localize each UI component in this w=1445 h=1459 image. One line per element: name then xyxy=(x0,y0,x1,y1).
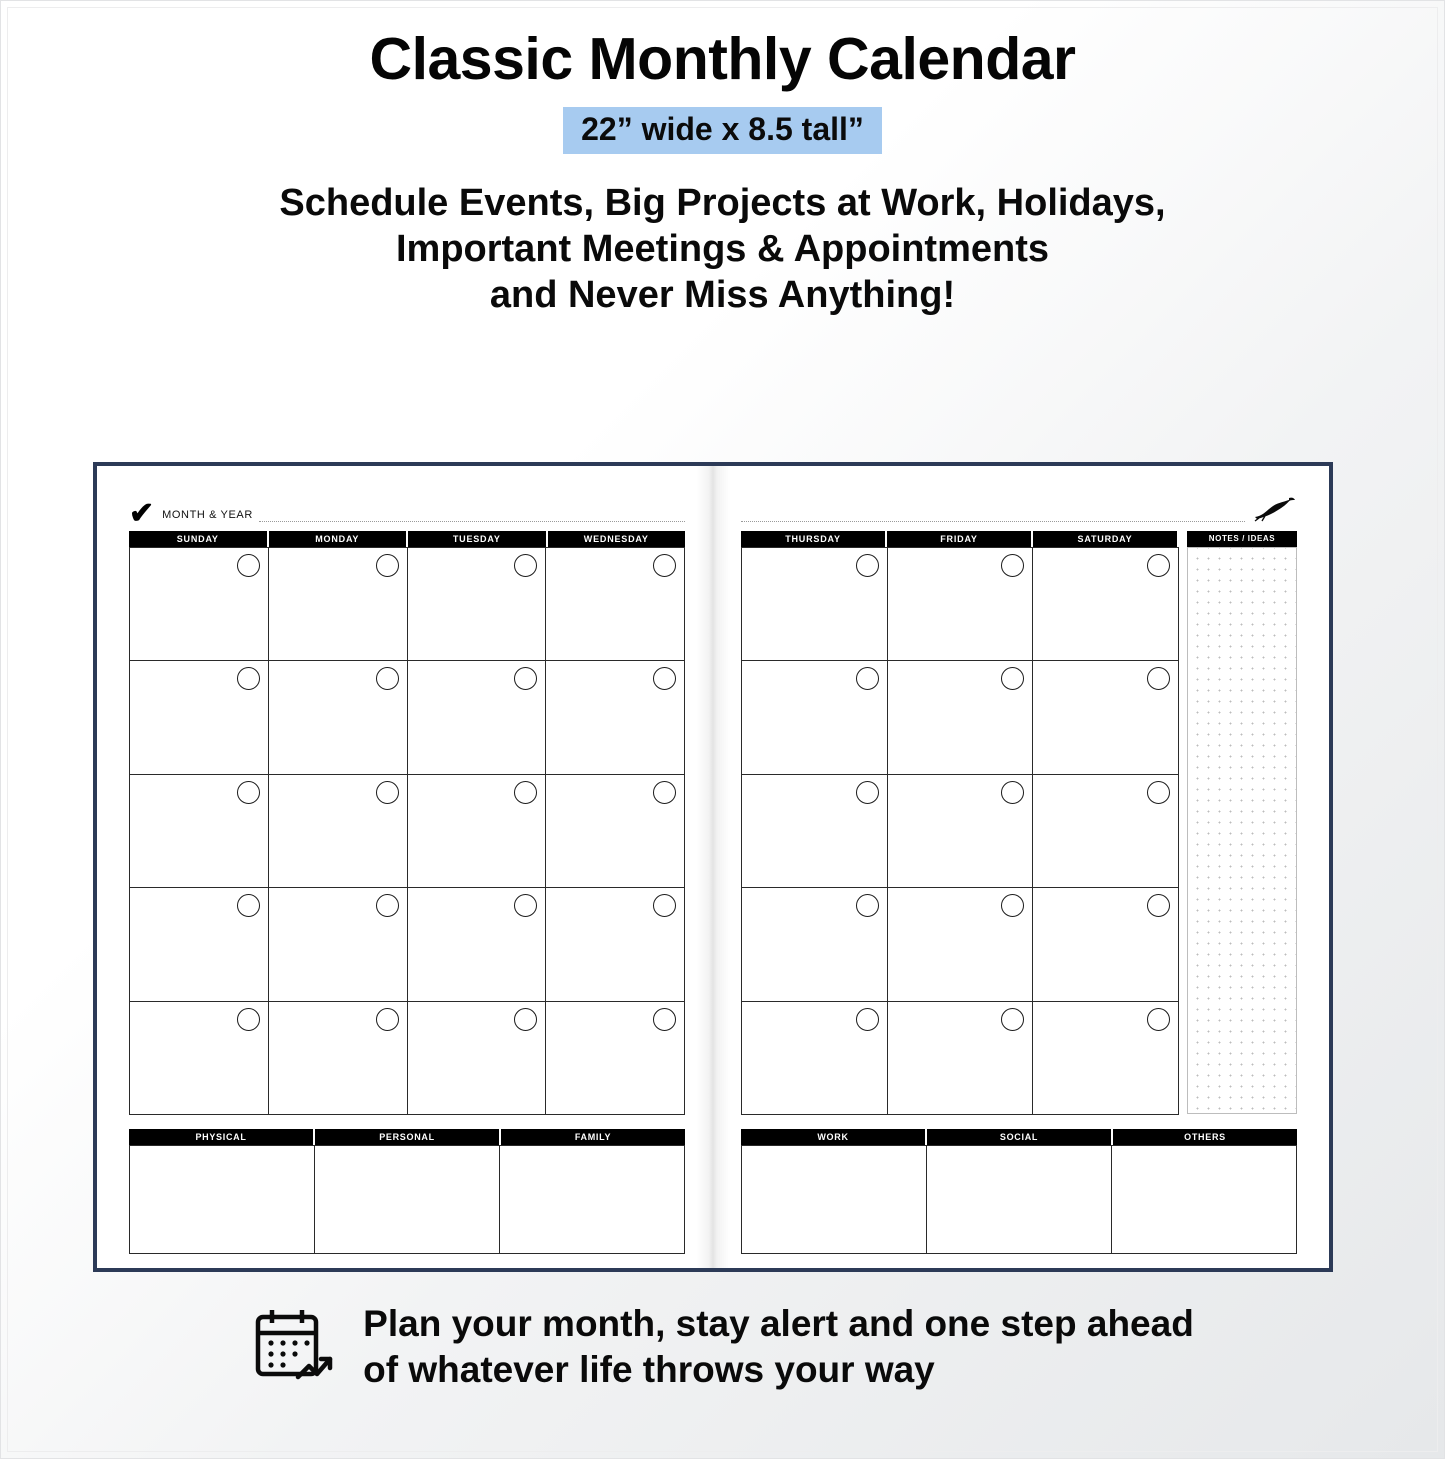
day-cell[interactable] xyxy=(1033,1002,1179,1115)
category-header-work: WORK xyxy=(741,1129,925,1145)
day-cell[interactable] xyxy=(546,1002,685,1115)
category-field-social[interactable] xyxy=(927,1146,1112,1254)
leaping-animal-logo-icon xyxy=(1253,496,1297,522)
category-field-family[interactable] xyxy=(500,1146,685,1254)
date-circle-icon[interactable] xyxy=(237,1008,260,1031)
day-cell[interactable] xyxy=(742,548,888,661)
day-cell[interactable] xyxy=(742,1002,888,1115)
date-circle-icon[interactable] xyxy=(514,554,537,577)
notes-ideas-panel[interactable] xyxy=(1187,547,1297,1114)
day-cell[interactable] xyxy=(1033,775,1179,888)
month-year-row xyxy=(129,492,685,530)
subheadline-line-3: and Never Miss Anything! xyxy=(489,274,956,317)
category-header-family: FAMILY xyxy=(501,1129,685,1145)
category-header-row-right xyxy=(741,1129,1297,1145)
date-circle-icon[interactable] xyxy=(856,894,879,917)
header xyxy=(1,1,1444,319)
date-circle-icon[interactable] xyxy=(376,554,399,577)
day-cell[interactable] xyxy=(408,1002,547,1115)
calendar-grid-right xyxy=(741,547,1179,1115)
date-circle-icon[interactable] xyxy=(514,781,537,804)
date-circle-icon[interactable] xyxy=(237,894,260,917)
day-cell[interactable] xyxy=(130,1002,269,1115)
day-cell[interactable] xyxy=(888,888,1034,1001)
footer xyxy=(1,1301,1444,1394)
checkmark-icon: ✔ xyxy=(129,497,155,530)
month-year-label: MONTH & YEAR xyxy=(162,509,253,521)
day-cell[interactable] xyxy=(130,775,269,888)
category-header-social: SOCIAL xyxy=(927,1129,1111,1145)
day-cell[interactable] xyxy=(546,548,685,661)
date-circle-icon[interactable] xyxy=(856,781,879,804)
day-cell[interactable] xyxy=(742,661,888,774)
date-circle-icon[interactable] xyxy=(856,554,879,577)
category-field-physical[interactable] xyxy=(130,1146,315,1254)
category-block-left xyxy=(129,1129,685,1254)
day-cell[interactable] xyxy=(130,888,269,1001)
category-field-work[interactable] xyxy=(742,1146,927,1254)
date-circle-icon[interactable] xyxy=(1001,1008,1024,1031)
date-circle-icon[interactable] xyxy=(514,894,537,917)
planner-right-page xyxy=(713,466,1329,1268)
day-cell[interactable] xyxy=(408,775,547,888)
date-circle-icon[interactable] xyxy=(1147,894,1170,917)
date-circle-icon[interactable] xyxy=(653,781,676,804)
date-circle-icon[interactable] xyxy=(653,554,676,577)
day-cell[interactable] xyxy=(269,661,408,774)
date-circle-icon[interactable] xyxy=(237,554,260,577)
category-body-row-right xyxy=(741,1145,1297,1254)
weekday-header-sunday: SUNDAY xyxy=(129,531,267,547)
date-circle-icon[interactable] xyxy=(1147,667,1170,690)
month-year-write-line-right[interactable] xyxy=(741,509,1245,522)
day-cell[interactable] xyxy=(408,661,547,774)
page-title: Classic Monthly Calendar xyxy=(369,26,1076,92)
date-circle-icon[interactable] xyxy=(856,1008,879,1031)
weekday-header-tuesday: TUESDAY xyxy=(408,531,546,547)
day-cell[interactable] xyxy=(130,548,269,661)
date-circle-icon[interactable] xyxy=(514,1008,537,1031)
month-year-write-line[interactable] xyxy=(259,509,685,522)
brand-row xyxy=(741,492,1297,522)
category-body-row-left xyxy=(129,1145,685,1254)
category-block-right xyxy=(741,1129,1297,1254)
day-cell[interactable] xyxy=(742,775,888,888)
date-circle-icon[interactable] xyxy=(1147,554,1170,577)
day-cell[interactable] xyxy=(1033,888,1179,1001)
day-cell[interactable] xyxy=(130,661,269,774)
calendar-trend-icon xyxy=(251,1304,337,1390)
date-circle-icon[interactable] xyxy=(653,1008,676,1031)
day-cell[interactable] xyxy=(269,548,408,661)
notes-ideas-header: NOTES / IDEAS xyxy=(1187,531,1297,547)
subheadline-line-2: Important Meetings & Appointments xyxy=(395,228,1050,271)
day-cell[interactable] xyxy=(888,661,1034,774)
day-cell[interactable] xyxy=(408,888,547,1001)
date-circle-icon[interactable] xyxy=(1001,667,1024,690)
date-circle-icon[interactable] xyxy=(856,667,879,690)
date-circle-icon[interactable] xyxy=(376,667,399,690)
date-circle-icon[interactable] xyxy=(653,894,676,917)
day-cell[interactable] xyxy=(546,661,685,774)
date-circle-icon[interactable] xyxy=(1001,554,1024,577)
date-circle-icon[interactable] xyxy=(1001,781,1024,804)
day-cell[interactable] xyxy=(269,775,408,888)
calendar-grid-wrap-left xyxy=(129,547,685,1115)
category-field-personal[interactable] xyxy=(315,1146,500,1254)
day-cell[interactable] xyxy=(269,888,408,1001)
size-badge-wrapper xyxy=(1,107,1444,154)
category-field-others[interactable] xyxy=(1112,1146,1297,1254)
date-circle-icon[interactable] xyxy=(237,667,260,690)
day-cell[interactable] xyxy=(546,888,685,1001)
subheadline xyxy=(108,180,1338,319)
day-cell[interactable] xyxy=(1033,548,1179,661)
footer-line-1: Plan your month, stay alert and one step ahead xyxy=(363,1303,1194,1344)
day-cell[interactable] xyxy=(269,1002,408,1115)
planner-spread-inner xyxy=(97,466,1329,1268)
day-cell[interactable] xyxy=(742,888,888,1001)
weekday-header-row-left xyxy=(129,531,685,547)
date-circle-icon[interactable] xyxy=(376,781,399,804)
date-circle-icon[interactable] xyxy=(376,894,399,917)
day-cell[interactable] xyxy=(888,548,1034,661)
day-cell[interactable] xyxy=(888,1002,1034,1115)
weekday-header-monday: MONDAY xyxy=(269,531,407,547)
category-header-others: OTHERS xyxy=(1113,1129,1297,1145)
date-circle-icon[interactable] xyxy=(514,667,537,690)
date-circle-icon[interactable] xyxy=(1147,1008,1170,1031)
day-cell[interactable] xyxy=(1033,661,1179,774)
date-circle-icon[interactable] xyxy=(653,667,676,690)
planner-spread xyxy=(93,462,1333,1272)
weekday-header-friday: FRIDAY xyxy=(887,531,1031,547)
calendar-grid-wrap-right xyxy=(741,547,1297,1115)
size-badge: 22” wide x 8.5 tall” xyxy=(563,107,882,154)
day-cell[interactable] xyxy=(546,775,685,888)
footer-text xyxy=(363,1301,1194,1394)
category-header-physical: PHYSICAL xyxy=(129,1129,313,1145)
category-header-row-left xyxy=(129,1129,685,1145)
subheadline-line-1: Schedule Events, Big Projects at Work, Holidays, xyxy=(279,181,1166,224)
footer-line-2: of whatever life throws your way xyxy=(363,1349,935,1391)
weekday-header-saturday: SATURDAY xyxy=(1033,531,1177,547)
category-header-personal: PERSONAL xyxy=(315,1129,499,1145)
date-circle-icon[interactable] xyxy=(1147,781,1170,804)
day-cell[interactable] xyxy=(888,775,1034,888)
date-circle-icon[interactable] xyxy=(376,1008,399,1031)
day-cell[interactable] xyxy=(408,548,547,661)
date-circle-icon[interactable] xyxy=(237,781,260,804)
weekday-header-wednesday: WEDNESDAY xyxy=(548,531,686,547)
calendar-grid-left xyxy=(129,547,685,1115)
planner-left-page xyxy=(97,466,713,1268)
weekday-header-row-right xyxy=(741,531,1297,547)
weekday-header-thursday: THURSDAY xyxy=(741,531,885,547)
date-circle-icon[interactable] xyxy=(1001,894,1024,917)
